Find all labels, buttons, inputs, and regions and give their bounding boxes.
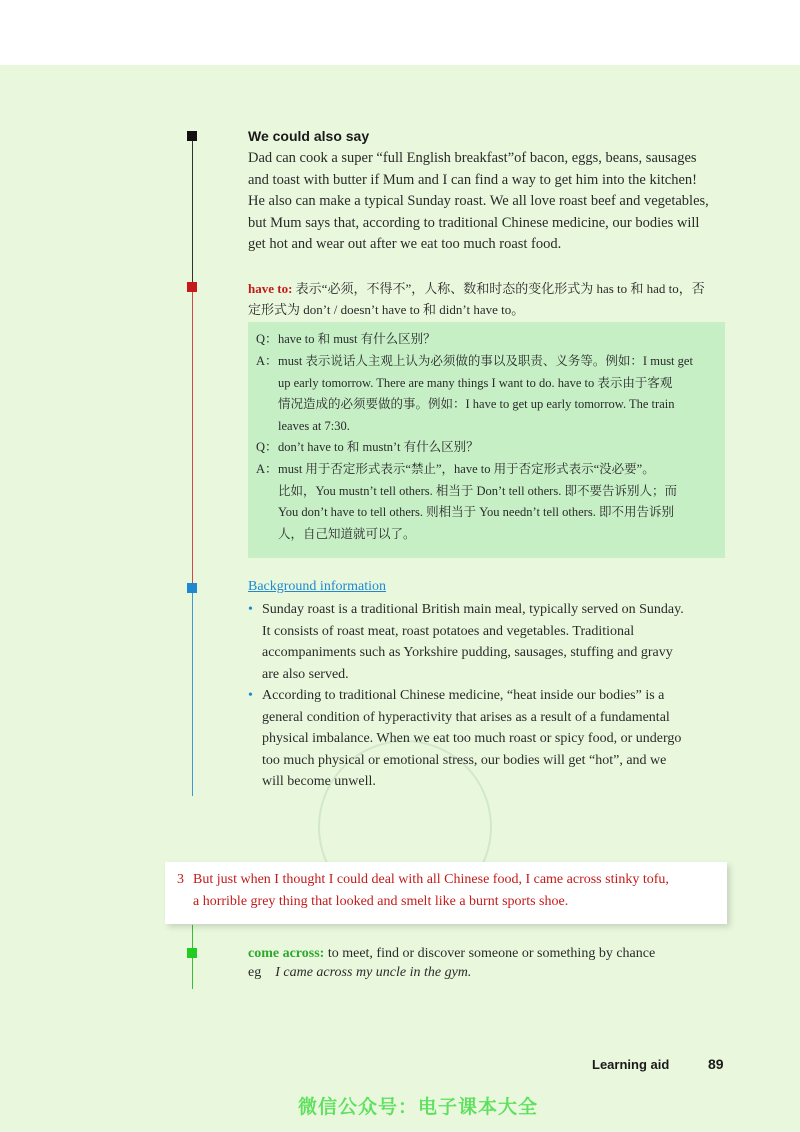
qa-line: 情况造成的必须要做的事。例如：I have to get up early tomorrow. The train bbox=[278, 397, 675, 411]
bullet-line: too much physical or emotional stress, our bodies will get “hot”, and we bbox=[262, 752, 667, 768]
quote-box bbox=[165, 862, 727, 924]
paragraph-line: get hot and wear out after we eat too much roast food. bbox=[248, 236, 562, 252]
quote-number: 3 bbox=[177, 872, 184, 887]
section-marker-black bbox=[187, 131, 197, 141]
qa-line: 比如，You mustn’t tell others. 相当于 Don’t tell others. 即不要告诉别人；而 bbox=[278, 483, 677, 498]
section-title: We could also say bbox=[248, 128, 370, 144]
qa-line: don’t have to 和 mustn’t 有什么区别？ bbox=[278, 440, 479, 454]
bullet-line: general condition of hyperactivity that arises as a result of a fundamental bbox=[262, 709, 670, 725]
qa-line: leaves at 7:30. bbox=[278, 418, 350, 433]
qa-line: must 用于否定形式表示“禁止”，have to 用于否定形式表示“没必要”。 bbox=[278, 462, 655, 476]
margin-line-black bbox=[192, 136, 193, 286]
have-to-line: 定形式为 don’t / doesn’t have to 和 didn’t have to。 bbox=[248, 302, 525, 317]
bullet-line: It consists of roast meat, roast potatoes and vegetables. Traditional bbox=[262, 623, 635, 639]
come-across-example bbox=[248, 965, 471, 981]
quote-line: But just when I thought I could deal with all Chinese food, I came across stinky tofu, bbox=[193, 872, 669, 887]
come-across-text: to meet, find or discover someone or something by chance bbox=[324, 946, 656, 961]
have-to-note bbox=[248, 278, 726, 320]
margin-line-red bbox=[192, 287, 193, 587]
bullet-line: physical imbalance. When we eat too much roast or spicy food, or undergo bbox=[262, 731, 682, 746]
footer-label: Learning aid bbox=[592, 1057, 670, 1072]
qa-line: 人，自己知道就可以了。 bbox=[278, 526, 416, 541]
come-across-definition bbox=[248, 943, 655, 965]
qa-text bbox=[278, 437, 718, 459]
paragraph-line: He also can make a typical Sunday roast. We all love roast beef and vegetables, bbox=[248, 193, 709, 209]
bullet-line: Sunday roast is a traditional British main meal, typically served on Sunday. bbox=[262, 602, 684, 617]
qa-text bbox=[278, 351, 718, 437]
qa-label: A： bbox=[256, 354, 278, 368]
qa-line: must 表示说话人主观上认为必须做的事以及职责、义务等。例如：I must get bbox=[278, 354, 693, 368]
qa-label: Q： bbox=[256, 332, 278, 346]
section-marker-red bbox=[187, 282, 197, 292]
bullet-text bbox=[262, 685, 718, 793]
paragraph-line: Dad can cook a super “full English breakfast”of bacon, eggs, beans, sausages bbox=[248, 150, 697, 166]
wechat-watermark: 微信公众号：电子课本大全 bbox=[298, 1096, 539, 1118]
qa-line: have to 和 must 有什么区别？ bbox=[278, 332, 436, 346]
example-sentence: I came across my uncle in the gym. bbox=[275, 965, 472, 980]
top-margin bbox=[0, 0, 800, 65]
section-marker-blue bbox=[187, 583, 197, 593]
paragraph-line: and toast with butter if Mum and I can find a way to get him into the kitchen! bbox=[248, 171, 697, 188]
have-to-keyword: have to: bbox=[248, 281, 293, 296]
bullet-dot: • bbox=[248, 688, 253, 703]
qa-text bbox=[278, 459, 718, 545]
come-across-keyword: come across: bbox=[248, 946, 325, 961]
paragraph-line: but Mum says that, according to traditional Chinese medicine, our bodies will bbox=[248, 214, 700, 231]
margin-line-blue bbox=[192, 588, 193, 796]
qa-box bbox=[248, 322, 725, 558]
have-to-text: 表示“必须，不得不”，人称、数和时态的变化形式为 has to 和 had to，否 bbox=[292, 281, 705, 296]
qa-label: A： bbox=[256, 462, 278, 476]
section-paragraph bbox=[248, 148, 728, 256]
bullet-line: will become unwell. bbox=[262, 774, 376, 789]
bullet-dot: • bbox=[248, 602, 253, 617]
qa-label: Q： bbox=[256, 440, 278, 454]
bullet-line: accompaniments such as Yorkshire pudding, sausages, stuffing and gravy bbox=[262, 645, 673, 660]
page-number: 89 bbox=[708, 1056, 724, 1072]
qa-text bbox=[278, 329, 718, 351]
qa-line: up early tomorrow. There are many things I want to do. have to 表示由于客观 bbox=[278, 375, 673, 390]
bullet-text bbox=[262, 599, 718, 685]
section-marker-green bbox=[187, 948, 197, 958]
example-label: eg bbox=[248, 965, 262, 980]
bullet-line: are also served. bbox=[262, 666, 349, 682]
qa-line: You don’t have to tell others. 则相当于 You needn’t tell others. 即不用告诉别 bbox=[278, 505, 674, 519]
have-to-line bbox=[248, 278, 726, 299]
bullet-line: According to traditional Chinese medicine, “heat inside our bodies” is a bbox=[262, 688, 665, 703]
quote-line: a horrible grey thing that looked and smelt like a burnt sports shoe. bbox=[193, 894, 569, 909]
background-title: Background information bbox=[248, 579, 387, 594]
